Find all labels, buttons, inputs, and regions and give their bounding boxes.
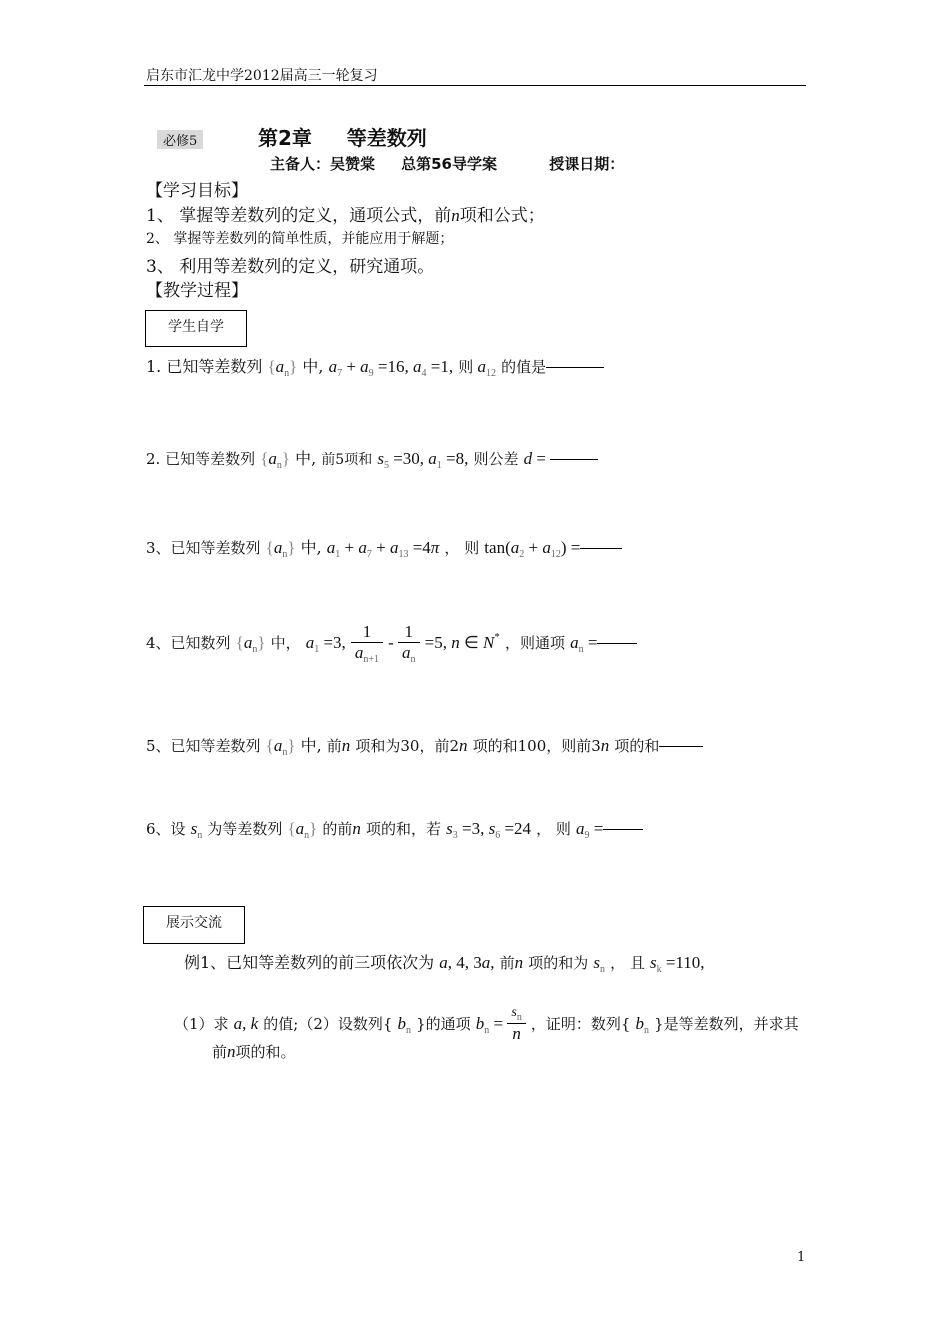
- question-4: 4、已知数列 $\{a_n\}$ 中， $a_1 =3$, $\frac{1}{a_{n+1}}$ - $\frac{1}{a_n}$ =5, n ∈ N* ，则通项 $a_n$ =: [146, 622, 637, 665]
- question-2: 2. 已知等差数列 $\{a_n\}$ 中, 前5项和 $s_5 =30$, $a_1 =8$, 则公差 d =: [146, 446, 598, 471]
- page-number: 1: [797, 1250, 806, 1265]
- goal-3: 3、 利用等差数列的定义，研究通项。: [146, 257, 435, 277]
- goals-heading: 【学习目标】: [146, 181, 248, 201]
- example-1: 例1、已知等差数列的前三项依次为 a, 4, 3a, 前n 项的和为 $s_n$ ， 且 $s_k =110$,: [184, 953, 705, 975]
- running-header: 启东市汇龙中学2012届高三一轮复习: [146, 68, 378, 84]
- question-1: 1. 已知等差数列 $\{a_n\}$ 中, $a_7 + a_9 =16$, $a_4 =1$, 则 $a_{12}$ 的值是: [146, 354, 604, 379]
- chapter-title: 第2章 等差数列: [258, 126, 427, 150]
- example-1-parts: （1）求 a, k 的值;（2）设数列{ $b_n$ }的通项 $b_n$ = $\frac{s_n}{n}$ ，证明：数列{ $b_n$ }是等差数列，并求其: [174, 1005, 799, 1043]
- self-study-box: 学生自学: [145, 310, 247, 347]
- show-exchange-box: 展示交流: [143, 906, 245, 944]
- question-5: 5、已知等差数列 $\{a_n\}$ 中, 前n 项和为30，前2n 项的和100，则前3n 项的和: [146, 733, 703, 758]
- goal-1: 1、 掌握等差数列的定义，通项公式，前n项和公式；: [146, 206, 545, 226]
- question-6: 6、设 $s_n$ 为等差数列 $\{a_n\}$ 的前n 项的和，若 $s_3 =3$, $s_6 =24$ ， 则 $a_9$ =: [146, 818, 643, 841]
- example-1-parts-line2: 前n项的和。: [212, 1042, 296, 1061]
- process-heading: 【教学过程】: [146, 281, 248, 301]
- lesson-subtitle: 主备人：吴赞棠 总第56导学案 授课日期：: [270, 155, 625, 173]
- question-3: 3、已知等差数列 $\{a_n\}$ 中, $a_1 + a_7 + a_{13} =4\pi$ ， 则 $\tan(a_2 + a_{12})$ =: [146, 535, 622, 560]
- module-tag: 必修5: [157, 130, 203, 149]
- header-rule: [144, 85, 806, 86]
- goal-2: 2、 掌握等差数列的简单性质，并能应用于解题；: [146, 231, 454, 247]
